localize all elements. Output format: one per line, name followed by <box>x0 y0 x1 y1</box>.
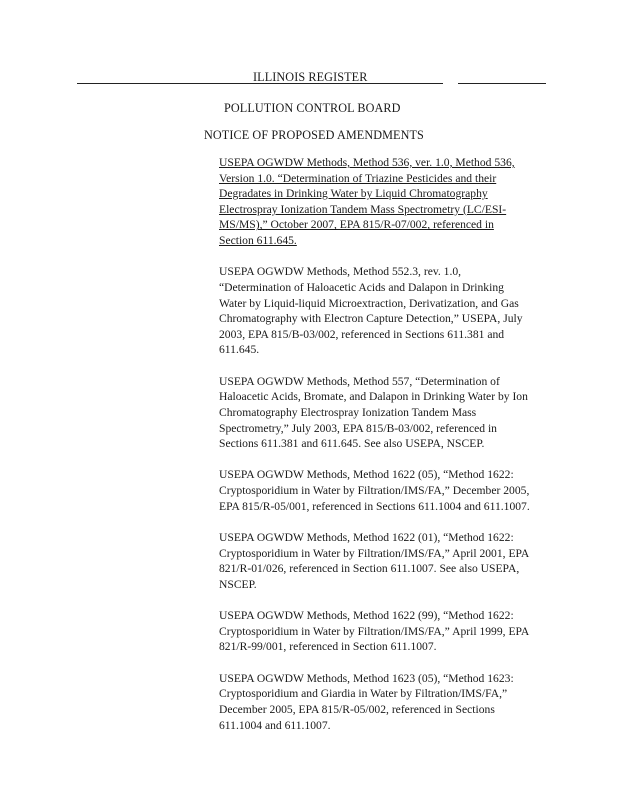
entry-line: “Determination of Haloacetic Acids and Dalapon in Drinking <box>219 280 504 294</box>
entry-line: MS/MS),” October 2007, EPA 815/R-07/002, referenced in <box>219 218 494 232</box>
entry-line: Haloacetic Acids, Bromate, and Dalapon in Drinking Water by Ion <box>219 390 528 404</box>
entry-line: Section 611.645. <box>219 233 297 247</box>
entry-line: Spectrometry,” July 2003, EPA 815/B-03/002, referenced in <box>219 421 497 435</box>
reference-entry-method-1622-05 <box>219 467 555 514</box>
reference-entry-method-536 <box>219 155 555 249</box>
entry-line: 821/R-99/001, referenced in Section 611.1007. <box>219 640 437 654</box>
reference-entry-method-1622-99 <box>219 608 555 655</box>
entry-line: Chromatography with Electron Capture Detection,” USEPA, July <box>219 312 523 326</box>
entry-line: Sections 611.381 and 611.645. See also USEPA, NSCEP. <box>219 437 485 451</box>
entry-line: USEPA OGWDW Methods, Method 1622 (99), “Method 1622: <box>219 609 514 623</box>
entry-line: USEPA OGWDW Methods, Method 536, ver. 1.0, Method 536, <box>219 156 515 169</box>
entry-line: Version 1.0. “Determination of Triazine Pesticides and their <box>219 171 497 185</box>
reference-entry-method-1623-05 <box>219 671 555 733</box>
entry-line: Degradates in Drinking Water by Liquid Chromatography <box>219 187 488 201</box>
entry-line: NSCEP. <box>219 577 257 591</box>
reference-entry-method-1622-01 <box>219 530 555 592</box>
register-title: ILLINOIS REGISTER <box>253 70 368 84</box>
entry-line: USEPA OGWDW Methods, Method 1622 (01), “Method 1622: <box>219 531 514 545</box>
entry-line: Cryptosporidium and Giardia in Water by Filtration/IMS/FA,” <box>219 687 508 701</box>
entry-line: 611.1004 and 611.1007. <box>219 718 331 732</box>
reference-entry-method-552-3 <box>219 264 555 358</box>
entry-line: Chromatography Electrospray Ionization Tandem Mass <box>219 405 477 419</box>
entry-line: USEPA OGWDW Methods, Method 1622 (05), “Method 1622: <box>219 468 514 482</box>
entry-line: EPA 815/R-05/001, referenced in Sections 611.1004 and 611.1007. <box>219 499 530 513</box>
entry-line: 611.645. <box>219 343 260 357</box>
notice-title: NOTICE OF PROPOSED AMENDMENTS <box>204 128 424 142</box>
entry-line: USEPA OGWDW Methods, Method 552.3, rev. 1.0, <box>219 265 462 279</box>
entry-line: USEPA OGWDW Methods, Method 557, “Determination of <box>219 374 500 388</box>
reference-entry-method-557 <box>219 374 555 452</box>
entry-line: December 2005, EPA 815/R-05/002, referenced in Sections <box>219 703 495 716</box>
entry-line: Cryptosporidium in Water by Filtration/IMS/FA,” April 2001, EPA <box>219 546 530 560</box>
header-rule-right <box>458 83 546 84</box>
entry-line: 2003, EPA 815/B-03/002, referenced in Sections 611.381 and <box>219 327 505 341</box>
entry-line: Cryptosporidium in Water by Filtration/IMS/FA,” April 1999, EPA <box>219 624 530 638</box>
entry-line: 821/R-01/026, referenced in Section 611.1007. See also USEPA, <box>219 562 520 576</box>
entry-line: Electrospray Ionization Tandem Mass Spectrometry (LC/ESI- <box>219 202 507 216</box>
entry-line: Cryptosporidium in Water by Filtration/IMS/FA,” December 2005, <box>219 484 530 498</box>
entry-line: Water by Liquid-liquid Microextraction, Derivatization, and Gas <box>219 296 519 310</box>
reference-list <box>219 155 555 749</box>
board-title: POLLUTION CONTROL BOARD <box>224 101 401 115</box>
entry-line: USEPA OGWDW Methods, Method 1623 (05), “Method 1623: <box>219 671 514 685</box>
